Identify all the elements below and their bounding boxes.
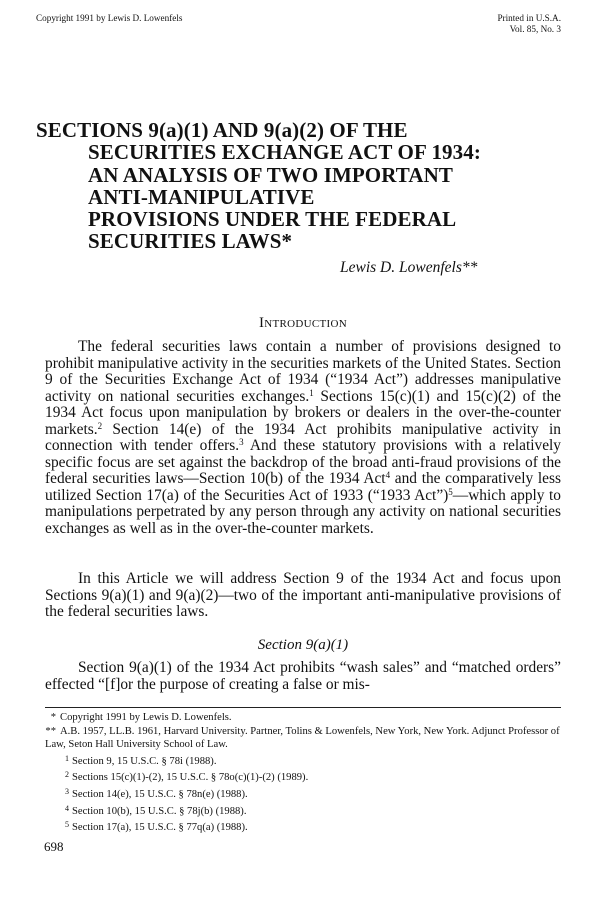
footnote-1: $^1$ Section 9, 15 U.S.C. § 78i (1988). <box>65 753 217 767</box>
footnote-3: $^3$ Section 14(e), 15 U.S.C. § 78n(e) (1988). <box>65 786 248 800</box>
author-name: Lewis D. Lowenfels** <box>340 259 478 276</box>
section-9a1-heading: Section 9(a)(1) <box>257 637 349 653</box>
paragraph: Section 9(a)(1) of the 1934 Act prohibits “wash sales” and “matched orders” effected “[f]or the purpose of creating a false or mis- <box>45 659 561 693</box>
footnote-ref[interactable]: 2 <box>97 420 103 431</box>
article-title <box>36 119 576 253</box>
footnotes <box>45 711 561 835</box>
introduction-body <box>45 339 561 538</box>
footnote-2: $^2$ Sections 15(c)(1)-(2), 15 U.S.C. § 78o(c)(1)-(2) (1989). <box>65 770 309 784</box>
volume-number: Vol. 85, No. 3 <box>509 24 561 34</box>
title-line: ANTI-MANIPULATIVE <box>88 184 315 209</box>
copyright-header: Copyright 1991 by Lewis D. Lowenfels <box>36 13 183 23</box>
title-line: SECTIONS 9(a)(1) AND 9(a)(2) OF THE <box>36 118 408 142</box>
title-line: AN ANALYSIS OF TWO IMPORTANT <box>88 162 453 187</box>
title-line: SECURITIES EXCHANGE ACT OF 1934: <box>88 140 481 165</box>
footnote-5: $^5$ Section 17(a), 15 U.S.C. § 77q(a) (1988). <box>65 820 248 834</box>
paragraph: In this Article we will address Section 9 of the 1934 Act and focus upon Sections 9(a)(1) and 9(a)(2)—two of the important anti-manipulative provisions of the federal securities laws. <box>45 570 561 621</box>
title-line: SECURITIES LAWS* <box>88 229 293 254</box>
title-line: PROVISIONS UNDER THE FEDERAL <box>88 207 457 232</box>
paragraph: The federal securities laws contain a number of provisions designed to prohibit manipulative activity in the securities markets of the United States. Section 9 of the Securities Exchange Act of 1934 (“1934 Act”) addresses manipulative activity on national securities exchanges.$^1$ Sections 15(c)(1) and 15(c)(2) of the 1934 Act focus upon manipulation by brokers or dealers in the over-the-counter markets.$^2$ Section 14(e) of the 1934 Act prohibits manipulative activity in connection with tender offers.$^3$ And these statutory provisions with a relatively specific focus are set against the backdrop of the broad anti-fraud provisions of the federal securities laws—Section 10(b) of the 1934 Act$^4$ and the comparatively less utilized Section 17(a) of the Securities Act of 1933 (“1933 Act”)$^5$—which apply to manipulations perpetrated by any person through any activity on national securities exchanges as well as in the over-the-counter markets. <box>45 338 562 538</box>
footnote-star: * Copyright 1991 by Lewis D. Lowenfels. <box>50 712 232 723</box>
footnote-ref[interactable]: 5 <box>448 486 453 497</box>
page-number: 698 <box>44 839 64 854</box>
introduction-body-2 <box>45 571 561 621</box>
introduction-heading: Introduction <box>258 315 348 331</box>
footnote-ref[interactable]: 3 <box>239 437 244 448</box>
footnote-ref[interactable]: 1 <box>309 387 314 398</box>
footnote-ref[interactable]: 4 <box>385 470 391 481</box>
printed-in: Printed in U.S.A. <box>497 13 561 23</box>
footnote-4: $^4$ Section 10(b), 15 U.S.C. § 78j(b) (1988). <box>65 803 247 817</box>
section-9a1-body <box>45 660 561 693</box>
footnote-double-star: ** A.B. 1957, LL.B. 1961, Harvard University. Partner, Tolins & Lowenfels, New York, New York. Adjunct Professor of Law, Seton Hall University School of Law. <box>45 725 560 751</box>
footnote-divider <box>45 707 561 708</box>
publication-info <box>497 13 561 35</box>
